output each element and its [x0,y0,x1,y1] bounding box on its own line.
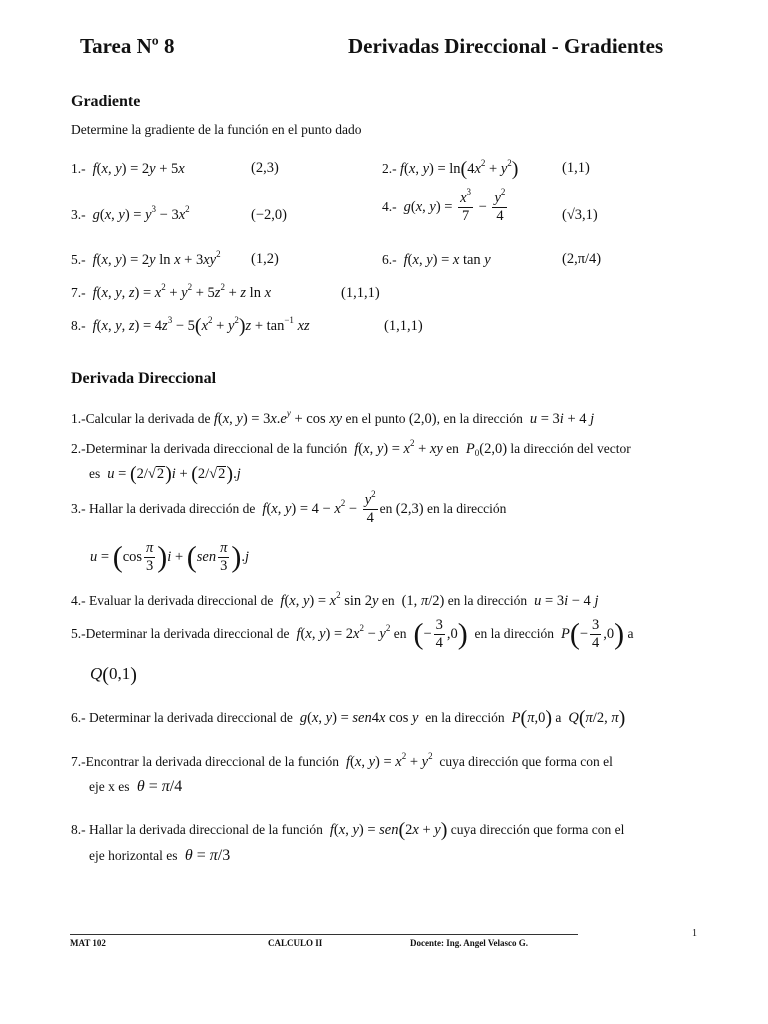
point: (1,1) [562,160,590,176]
point: (1,2) [251,251,279,267]
problem-text: la dirección del vector [510,441,631,456]
formula: f(x, y) = x tan y [403,252,491,268]
problem-text: en [393,625,407,641]
problem-1 [71,408,595,428]
point: (1,1,1) [384,318,423,334]
gradiente-instruction: Determine la gradiente de la función en el punto dado [71,122,362,137]
formula: f(x, $y) = x^2$ + xy [354,438,443,457]
exercise-number: 6.- [382,252,397,267]
problem-text: es [89,466,101,481]
angle: θ = π/3 [184,847,231,864]
exercise-6 [382,252,491,269]
page-number: 1 [692,928,697,939]
problem-text: en la dirección [447,593,528,608]
formula: f(x, y) = 2y + 5x [92,161,185,177]
exercise-number: 5.- [71,252,86,267]
exercise-number: 1.- [71,161,86,176]
formula: f(x, $y) = \ln(4x^2 + y^2)$ [400,158,519,180]
problem-text: en [446,441,459,456]
footer-divider [70,934,578,935]
formula: f(x, $y) = x^2$ sin 2y [280,590,379,609]
problem-text: 7.-Encontrar la derivada direccional de la función [71,754,339,769]
problem-text: 2.-Determinar la derivada direccional de la función [71,441,348,456]
problem-text: en [379,500,393,516]
problem-text: en el punto [345,411,406,426]
problem-text: en la dirección [474,625,554,641]
problem-text: cuya dirección que forma con el [439,754,613,769]
point: (−2,0) [251,207,287,223]
exercise-4 [382,187,509,225]
point: $P_0(2,0)$ [465,441,508,458]
problem-text: , en la dirección [436,411,523,426]
problem-text: en la dirección [426,500,507,516]
exercise-7 [71,282,272,302]
problem-text: 4.- Evaluar la derivada direccional de [71,593,274,608]
direction-vector: u = (cos $\frac{\pi}{3}$ )i + (sen $\frac{\pi}{3}$ ).j [90,540,250,574]
point-q: Q(π/2, π) [568,707,626,729]
exercise-number: 7.- [71,285,86,300]
footer-course-code: MAT 102 [70,938,106,948]
point: (1,1,1) [341,285,380,301]
problem-text: 6.- Determinar la derivada direccional de [71,710,293,725]
exercise-8 [71,315,310,337]
problem-6 [71,707,626,729]
problem-7 [71,751,613,771]
problem-text: 1.-Calcular la derivada de [71,411,211,426]
problem-text: eje x es [89,779,130,794]
formula: g(x, y) = sen4x cos y [299,710,419,726]
direction-vector: u = 3i + 4 j [529,411,595,427]
point-p: P(π,0) [511,707,552,729]
point: (2,3) [395,500,424,517]
problem-5 [71,617,634,652]
page-subtitle: Derivadas Direccional - Gradientes [348,34,664,58]
direction-vector: u = 3i − 4 j [534,593,599,609]
formula: g(x, $y) = y^3 - 3x^2$ [92,204,190,223]
problem-text: cuya dirección que forma con el [450,822,625,837]
problem-8-cont [89,847,230,865]
footer-course-name: CALCULO II [268,938,323,948]
formula: f(x, $y) = 3x.e^y + \cos$ xy [213,408,343,427]
exercise-number: 3.- [71,207,86,222]
problem-text: en la dirección [425,710,505,725]
footer-teacher: Docente: Ing. Angel Velasco G. [410,938,528,948]
problem-8 [71,819,625,841]
problem-4 [71,590,599,610]
angle: θ = π/4 [136,778,183,795]
point: (2,0) [408,411,437,427]
problem-2-cont [89,463,241,485]
formula: f(x, $y) = x^2 + y^2$ [346,751,433,770]
derivada-heading: Derivada Direccional [71,370,217,387]
gradiente-heading: Gradiente [71,93,141,110]
problem-text: en [381,593,395,608]
exercise-number: 8.- [71,318,86,333]
point: (2,3) [251,160,279,176]
exercise-3 [71,204,190,224]
point: (2,π/4) [562,251,602,267]
problem-2 [71,438,631,458]
point: (1, π/2) [397,593,445,609]
problem-text: 8.- Hallar la derivada direccional de la función [71,822,323,837]
problem-text: 5.-Determinar la derivada direccional de [71,625,290,641]
point: (− $\frac{3}{4}$ ,0) [413,617,468,651]
problem-3 [71,489,507,527]
problem-text: a [627,625,634,641]
page-title: Tarea Nº 8 [80,34,175,58]
exercise-number: 2.- [382,161,397,176]
formula: f(x, y) = 2y $\ln x + 3xy^2$ [92,249,221,268]
point: (√3,1) [562,207,598,223]
exercise-5 [71,249,221,269]
problem-7-cont [89,778,182,796]
direction-vector: u = (2/√2)i + (2/√2).j [107,463,241,485]
problem-text: a [555,710,562,725]
problem-text: eje horizontal es [89,848,178,863]
formula: f(x, y) = sen(2x + y) [329,819,448,841]
formula: f(x, $y) = 4 - x^2$ − $\frac{y^2}{4}$ [262,489,376,526]
point-q: Q(0,1) [90,664,137,686]
formula: f(x, $y) = 2x^2 - y^2$ [296,622,391,642]
formula: g(x, y) = $\frac{x^3}{7}$ − $\frac{y^2}{4}$ [403,187,506,224]
problem-text: 3.- Hallar la derivada dirección de [71,500,256,516]
exercise-1 [71,161,185,178]
formula: f(x, y, $z) = x^2 + y^2 + 5z^2 + z$ ln x [92,282,272,301]
point-p: P(− $\frac{3}{4}$ ,0) [561,617,625,651]
formula: f(x, y, $z) = 4z^3 - 5(x^2 + y^2)z + \tan^{-1}$ xz [92,315,310,337]
exercise-number: 4.- [382,198,397,214]
exercise-2 [382,158,519,180]
